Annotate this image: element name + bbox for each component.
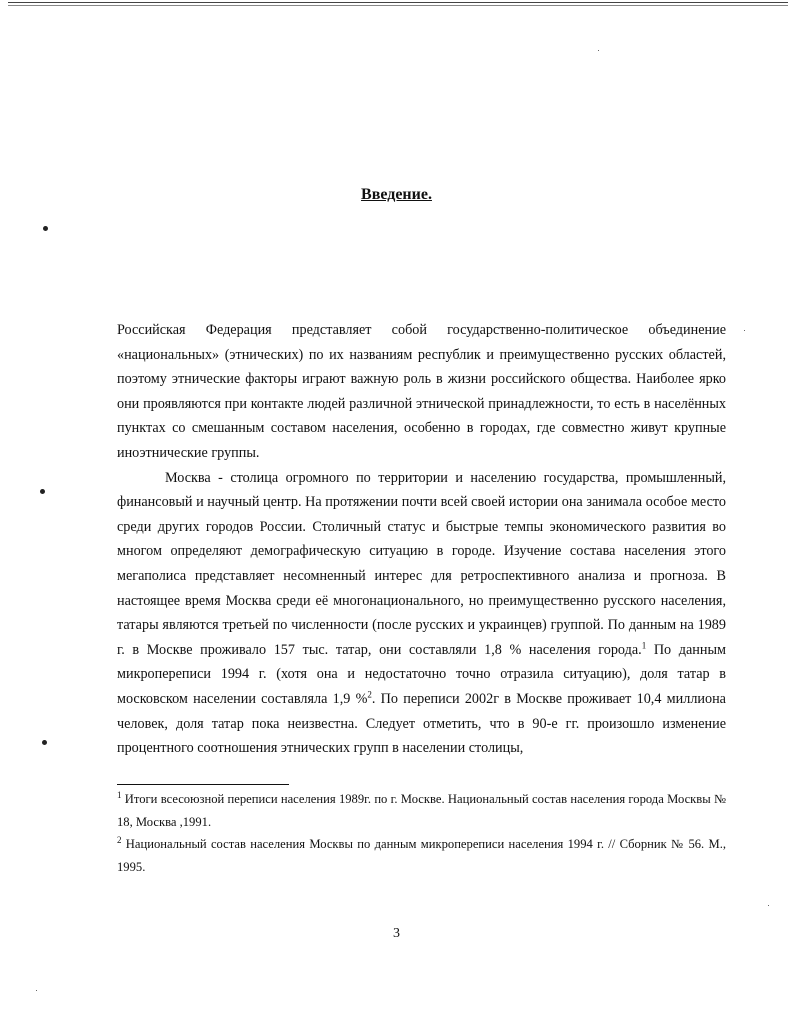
binding-hole-mark [40,489,45,494]
footnotes [117,788,726,878]
paragraph-2-part-2: По данным микропереписи 1994 г. (хотя она и недостаточно точно отразила ситуацию), доля татар в московском населении составляла 1,9 % [117,641,726,707]
main-text [117,318,726,761]
scan-top-border [8,2,788,3]
footnote-separator [117,784,289,785]
scan-speck [598,50,599,51]
footnote-2-text: Национальный состав населения Москвы по данным микропереписи населения 1994 г. // Сборник № 56. М., 1995. [117,837,726,874]
binding-hole-mark [42,740,47,745]
scan-speck [36,990,37,991]
scan-speck [744,330,745,331]
paragraph-2-part-3: . По переписи 2002г в Москве проживает 10,4 миллиона человек, доля татар пока неизвестна. Следует отметить, что в 90-е гг. произошло изменение процентного соотношения этнических групп в населении столицы, [117,690,726,757]
paragraph-1: Российская Федерация представляет собой государственно-политическое объединение «национальных» (этнических) по их названиям республик и преимущественно русских областей, поэтому этнические факторы играют важную роль в жизни российского общества. Наиболее ярко они проявляются при контакте людей различной этнической принадлежности, то есть в населённых пунктах со смешанным составом населения, особенно в городах, где совместно живут крупные иноэтнические группы. [117,322,726,461]
footnote-1-text: Итоги всесоюзной переписи населения 1989г. по г. Москве. Национальный состав населения города Москвы № 18, Москва ,1991. [117,792,726,829]
footnote-ref-2: 2 [367,689,372,700]
paragraph-2 [117,466,726,761]
footnote-ref-1: 1 [641,639,647,650]
footnote-2 [117,833,726,878]
page-number: 3 [393,926,400,941]
paragraph-2-part-1: Москва - столица огромного по территории и населению государства, промышленный, финансовый и научный центр. На протяжении почти всей своей истории она занимала особое место среди других городов России. Столичный статус и быстрые темпы экономического развития во многом определяют демографическую ситуацию в городе. Изучение состава населения этого мегаполиса представляет несомненный интерес для ретроспективного анализа и прогноза. В настоящее время Москва среди её многонационального, но преимущественно русского населения, татары являются третьей по численности (после русских и украинцев) группой. По данным на 1989 г. в Москве проживало 157 тыс. татар, они составляли 1,8 % населения города. [117,469,726,658]
page-title: Введение. [361,186,432,203]
footnote-2-mark: 2 [117,834,122,845]
footnote-1-mark: 1 [117,789,122,800]
scan-top-border-inner [8,5,788,6]
scan-speck [768,905,769,906]
binding-hole-mark [43,226,48,231]
footnote-1 [117,788,726,833]
